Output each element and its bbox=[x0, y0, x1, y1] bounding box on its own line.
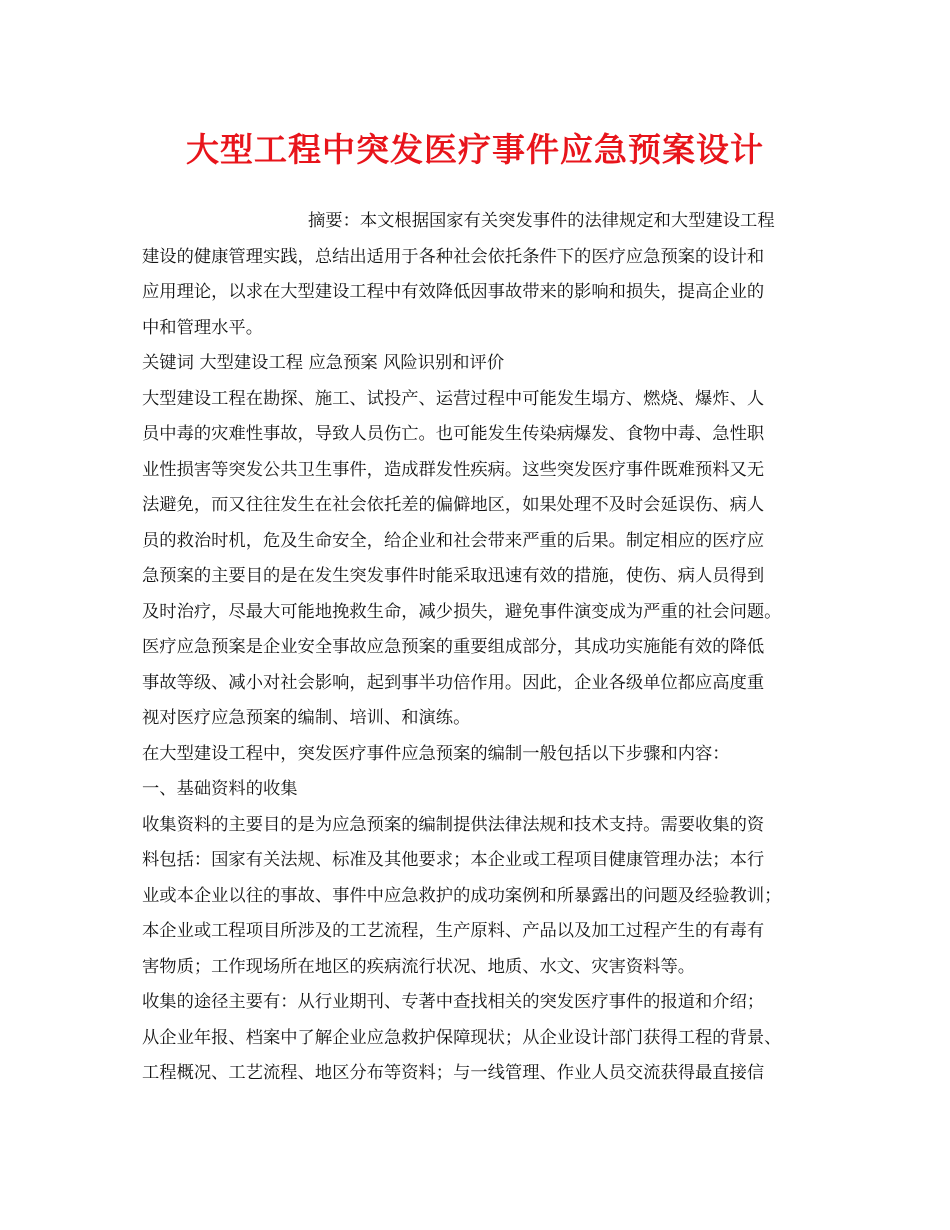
paragraph-line: 在大型建设工程中，突发医疗事件应急预案的编制一般包括以下步骤和内容： bbox=[142, 743, 730, 764]
paragraph-line: 从企业年报、档案中了解企业应急救护保障现状；从企业设计部门获得工程的背景、 bbox=[142, 1027, 782, 1048]
paragraph-line: 工程概况、工艺流程、地区分布等资料；与一线管理、作业人员交流获得最直接信 bbox=[142, 1063, 765, 1083]
paragraph-line: 法避免，而又往往发生在社会依托差的偏僻地区，如果处理不及时会延误伤、病人 bbox=[142, 495, 765, 515]
document-body bbox=[142, 204, 826, 1092]
abstract-line: 中和管理水平。 bbox=[142, 317, 263, 338]
paragraph-line: 员中毒的灾难性事故，导致人员伤亡。也可能发生传染病爆发、食物中毒、急性职 bbox=[142, 424, 765, 444]
paragraph-line: 医疗应急预案是企业安全事故应急预案的重要组成部分，其成功实施能有效的降低 bbox=[142, 637, 765, 657]
paragraph-line: 收集的途径主要有：从行业期刊、专著中查找相关的突发医疗事件的报道和介绍； bbox=[142, 992, 765, 1012]
paragraph-line: 及时治疗，尽最大可能地挽救生命，减少损失，避免事件演变成为严重的社会问题。 bbox=[142, 601, 782, 622]
abstract-line: 应用理论，以求在大型建设工程中有效降低因事故带来的影响和损失，提高企业的 bbox=[142, 282, 765, 302]
paragraph-line: 业或本企业以往的事故、事件中应急救护的成功案例和所暴露出的问题及经验教训； bbox=[142, 885, 782, 906]
paragraph-line: 业性损害等突发公共卫生事件，造成群发性疾病。这些突发医疗事件既难预料又无 bbox=[142, 459, 765, 480]
paragraph-line: 收集资料的主要目的是为应急预案的编制提供法律法规和技术支持。需要收集的资 bbox=[142, 814, 765, 835]
paragraph-line: 本企业或工程项目所涉及的工艺流程，生产原料、产品以及加工过程产生的有毒有 bbox=[142, 921, 765, 941]
paragraph-line: 视对医疗应急预案的编制、培训、和演练。 bbox=[142, 708, 471, 728]
section-heading: 一、基础资料的收集 bbox=[142, 779, 298, 799]
paragraph-line: 害物质；工作现场所在地区的疾病流行状况、地质、水文、灾害资料等。 bbox=[142, 956, 696, 977]
paragraph-line: 事故等级、减小对社会影响，起到事半功倍作用。因此，企业各级单位都应高度重 bbox=[142, 672, 765, 693]
paragraph-line: 料包括：国家有关法规、标准及其他要求；本企业或工程项目健康管理办法；本行 bbox=[142, 850, 765, 870]
abstract-line: 建设的健康管理实践，总结出适用于各种社会依托条件下的医疗应急预案的设计和 bbox=[142, 246, 765, 267]
keywords-line: 关键词 大型建设工程 应急预案 风险识别和评价 bbox=[142, 353, 505, 373]
paragraph-line: 急预案的主要目的是在发生突发事件时能采取迅速有效的措施，使伤、病人员得到 bbox=[142, 566, 765, 586]
abstract-line: 摘要：本文根据国家有关突发事件的法律规定和大型建设工程 bbox=[308, 211, 775, 231]
document-title: 大型工程中突发医疗事件应急预案设计 bbox=[186, 130, 764, 169]
paragraph-line: 大型建设工程在勘探、施工、试投产、运营过程中可能发生塌方、燃烧、爆炸、人 bbox=[142, 388, 765, 409]
paragraph-line: 员的救治时机，危及生命安全，给企业和社会带来严重的后果。制定相应的医疗应 bbox=[142, 530, 765, 551]
